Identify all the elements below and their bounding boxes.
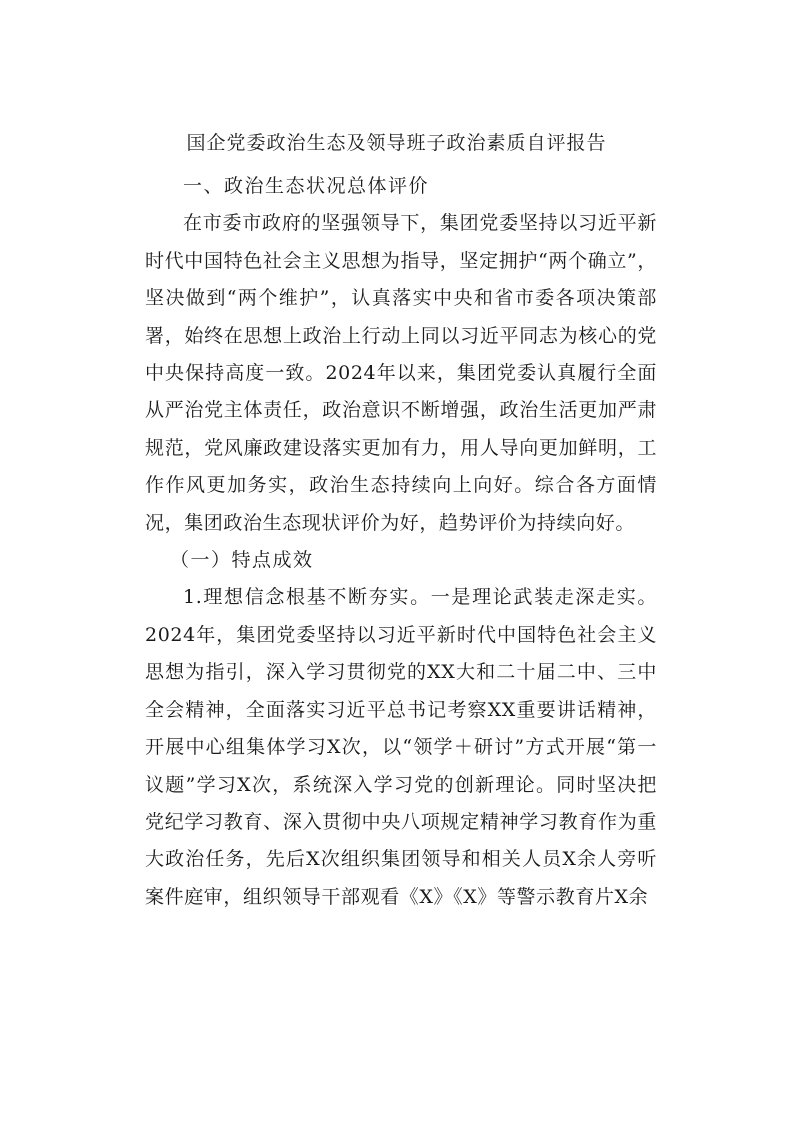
paragraph: 在市委市政府的坚强领导下，集团党委坚持以习近平新时代中国特色社会主义思想为指导，坚定拥护“两个确立”，坚决做到“两个维护”，认真落实中央和省市委各项决策部署，始终在思想上政治上行动上同以习近平同志为核心的党中央保持高度一致。2024年以来，集团党委认真履行全面从严治党主体责任，政治意识不断增强，政治生活更加严肃规范，党风廉政建设落实更加有力，用人导向更加鲜明，工作作风更加务实，政治生态持续向上向好。综合各方面情况，集团政治生态现状评价为好，趋势评价为持续向好。 xyxy=(145,212,657,534)
section-heading: 一、政治生态状况总体评价 xyxy=(183,175,430,197)
subsection-heading: （一）特点成效 xyxy=(170,549,314,572)
document-body xyxy=(145,168,657,916)
paragraph: 1.理想信念根基不断夯实。一是理论武装走深走实。2024年，集团党委坚持以习近平新时代中国特色社会主义思想为指引，深入学习贯彻党的XX大和二十届二中、三中全会精神，全面落实习近平总书记考察XX重要讲话精神，开展中心组集体学习X次，以“领学＋研讨”方式开展“第一议题”学习X次，系统深入学习党的创新理论。同时坚决把党纪学习教育、深入贯彻中央八项规定精神学习教育作为重大政治任务，先后X次组织集团领导和相关人员X余人旁听案件庭审，组织领导干部观看《X》《X》等警示教育片X余 xyxy=(145,586,657,908)
document-title: 国企党委政治生态及领导班子政治素质自评报告 xyxy=(186,132,607,154)
